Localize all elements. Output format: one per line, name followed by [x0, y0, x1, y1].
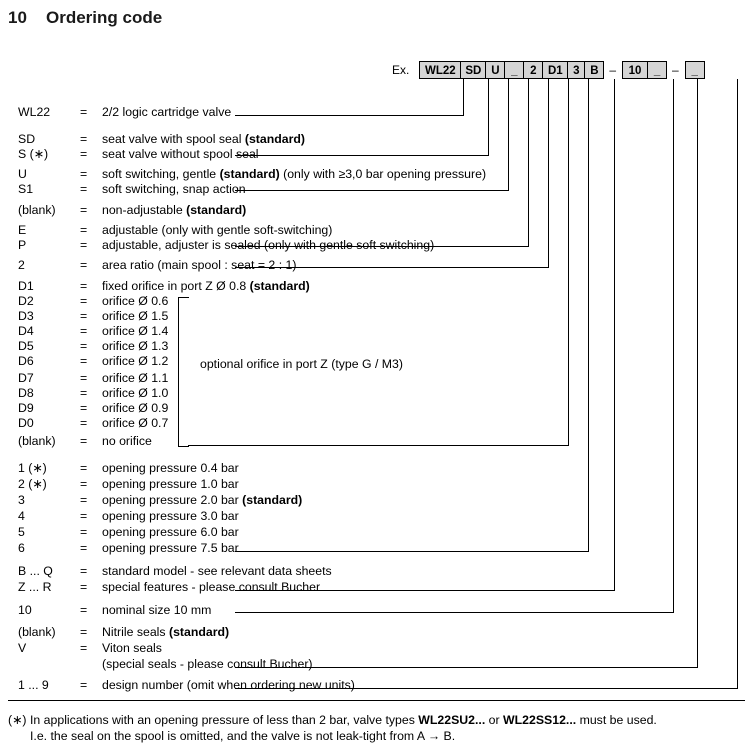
option-key: D4 — [18, 324, 34, 338]
section-title: Ordering code — [46, 8, 163, 27]
option-description — [102, 525, 239, 539]
option-description — [102, 354, 168, 368]
option-description-text: fixed orifice in port Z Ø 0.8 — [102, 279, 250, 293]
option-equals: = — [80, 525, 88, 539]
option-equals: = — [80, 603, 88, 617]
option-description — [102, 258, 296, 272]
footnote-type-2: WL22SS12... — [503, 713, 577, 727]
option-equals: = — [80, 132, 88, 146]
example-code-row — [392, 60, 704, 80]
option-equals: = — [80, 625, 88, 639]
option-description-text: opening pressure 6.0 bar — [102, 525, 239, 539]
option-equals: = — [80, 416, 88, 430]
leader-line-horizontal — [235, 551, 589, 552]
option-description — [102, 132, 305, 146]
option-equals: = — [80, 167, 88, 181]
leader-line-vertical — [673, 79, 674, 612]
section-number: 10 — [8, 8, 27, 27]
option-equals: = — [80, 147, 88, 161]
option-equals: = — [80, 477, 88, 491]
option-description — [102, 105, 231, 119]
option-description-text: orifice Ø 1.1 — [102, 371, 169, 385]
option-description — [102, 279, 310, 293]
option-key: D3 — [18, 309, 34, 323]
option-description — [102, 386, 168, 400]
option-equals: = — [80, 509, 88, 523]
option-key: 2 — [18, 258, 25, 272]
option-description-text: orifice Ø 1.3 — [102, 339, 169, 353]
code-box-2: U — [485, 61, 505, 79]
option-equals: = — [80, 371, 88, 385]
option-description-text: opening pressure 3.0 bar — [102, 509, 239, 523]
option-description-text: area ratio (main spool : seat = 2 : 1) — [102, 258, 297, 272]
code-dash-2: – — [672, 63, 679, 77]
code-dash-1: – — [609, 63, 617, 77]
leader-line-horizontal — [235, 190, 509, 191]
orifice-group-brace — [178, 297, 189, 447]
option-key: D9 — [18, 401, 34, 415]
leader-line-vertical — [568, 79, 569, 445]
option-equals: = — [80, 309, 88, 323]
option-description — [102, 678, 355, 692]
option-key: 1 (∗) — [18, 461, 47, 475]
footnote-separator — [8, 700, 745, 701]
leader-line-vertical — [737, 79, 738, 688]
option-equals: = — [80, 401, 88, 415]
code-box-b-0: 10 — [622, 61, 648, 79]
page-title — [8, 8, 162, 28]
option-key: E — [18, 223, 27, 237]
option-description-text: soft switching, gentle — [102, 167, 220, 181]
option-description — [102, 238, 434, 252]
option-equals: = — [80, 434, 88, 448]
option-description — [102, 477, 239, 491]
option-key: 1 ... 9 — [18, 678, 49, 692]
footnote-marker: (∗) — [8, 713, 27, 727]
footnote-line1-post: must be used. — [576, 713, 657, 727]
option-description — [102, 309, 168, 323]
option-description-text: orifice Ø 0.9 — [102, 401, 169, 415]
option-equals: = — [80, 223, 88, 237]
code-box-6: 3 — [567, 61, 585, 79]
option-key: B ... Q — [18, 564, 53, 578]
option-key: 6 — [18, 541, 25, 555]
option-description — [102, 371, 168, 385]
option-description-text: adjustable (only with gentle soft-switching) — [102, 223, 333, 237]
leader-line-horizontal — [188, 445, 569, 446]
option-description-text: orifice Ø 0.7 — [102, 416, 169, 430]
option-equals: = — [80, 238, 88, 252]
option-description-text: opening pressure 2.0 bar — [102, 493, 243, 507]
option-standard-tag: (standard) — [244, 132, 305, 146]
footnote-line1 — [30, 712, 657, 728]
option-standard-tag: (standard) — [249, 279, 310, 293]
option-description-text: orifice Ø 0.6 — [102, 294, 169, 308]
option-description-text: 2/2 logic cartridge valve — [102, 105, 232, 119]
option-description — [102, 167, 486, 181]
option-key: D5 — [18, 339, 34, 353]
option-key: U — [18, 167, 27, 181]
option-description-text: adjustable, adjuster is sealed (only with gentle soft switching) — [102, 238, 435, 252]
option-equals: = — [80, 324, 88, 338]
option-description-text: orifice Ø 1.5 — [102, 309, 169, 323]
option-standard-tag: (standard) — [168, 625, 230, 639]
leader-line-horizontal — [235, 155, 489, 156]
code-box-1: SD — [460, 61, 486, 79]
option-description — [102, 434, 152, 448]
option-key: (blank) — [18, 203, 56, 217]
option-description-text: (special seals - please consult Bucher) — [102, 657, 313, 671]
option-key: 10 — [18, 603, 32, 617]
option-equals: = — [80, 182, 88, 196]
option-key: P — [18, 238, 27, 252]
option-key: 2 (∗) — [18, 477, 47, 491]
option-description-text: non-adjustable — [102, 203, 187, 217]
leader-line-vertical — [614, 79, 615, 590]
code-box-4: 2 — [523, 61, 543, 79]
code-segments — [419, 61, 703, 79]
option-description — [102, 401, 168, 415]
option-key: D7 — [18, 371, 34, 385]
option-description — [102, 461, 239, 475]
option-equals: = — [80, 339, 88, 353]
option-description-text: soft switching, snap action — [102, 182, 246, 196]
leader-line-horizontal — [235, 115, 464, 116]
footnote-line1-pre: In applications with an opening pressure of less than 2 bar, valve types — [30, 713, 419, 727]
option-description — [102, 541, 239, 555]
option-description — [102, 223, 332, 237]
code-box-b-1: _ — [647, 61, 667, 79]
option-key: 3 — [18, 493, 25, 507]
option-key: D6 — [18, 354, 34, 368]
option-description-text: Viton seals — [102, 641, 162, 655]
code-box-5: D1 — [542, 61, 568, 79]
leader-line-vertical — [508, 79, 509, 190]
option-standard-tag: (standard) — [186, 203, 247, 217]
option-key: V — [18, 641, 27, 655]
option-description-text: standard model - see relevant data sheets — [102, 564, 332, 578]
code-box-3: _ — [504, 61, 524, 79]
example-label: Ex. — [392, 63, 410, 77]
orifice-group-label: optional orifice in port Z (type G / M3) — [200, 357, 403, 371]
option-description — [102, 625, 229, 639]
code-box-c-0: _ — [685, 61, 705, 79]
option-key: D0 — [18, 416, 34, 430]
option-description — [102, 493, 302, 507]
option-description-text: opening pressure 0.4 bar — [102, 461, 239, 475]
option-equals: = — [80, 258, 88, 272]
option-description — [102, 203, 246, 217]
option-description — [102, 657, 313, 671]
option-equals: = — [80, 294, 88, 308]
option-equals: = — [80, 279, 88, 293]
footnote-line1-mid: or — [485, 713, 504, 727]
option-description-text: no orifice — [102, 434, 152, 448]
option-equals: = — [80, 105, 88, 119]
leader-line-vertical — [463, 79, 464, 115]
code-box-7: B — [584, 61, 604, 79]
leader-line-horizontal — [235, 612, 674, 613]
footnote-type-1: WL22SU2... — [418, 713, 486, 727]
option-key: D1 — [18, 279, 34, 293]
option-description — [102, 580, 320, 594]
option-equals: = — [80, 580, 88, 594]
option-key: D8 — [18, 386, 34, 400]
option-key: (blank) — [18, 434, 56, 448]
option-key: Z ... R — [18, 580, 52, 594]
option-description — [102, 509, 239, 523]
option-standard-tag: (standard) — [242, 493, 303, 507]
option-description-text: orifice Ø 1.0 — [102, 386, 169, 400]
option-description-text: orifice Ø 1.2 — [102, 354, 169, 368]
option-description — [102, 416, 168, 430]
option-description — [102, 564, 332, 578]
option-description — [102, 603, 211, 617]
option-description-text: special features - please consult Bucher — [102, 580, 321, 594]
option-description-text: orifice Ø 1.4 — [102, 324, 169, 338]
footnote-line2: I.e. the seal on the spool is omitted, and the valve is not leak-tight from A → B. — [30, 729, 456, 743]
option-description-text: nominal size 10 mm — [102, 603, 212, 617]
option-description — [102, 147, 259, 161]
code-box-0: WL22 — [419, 61, 461, 79]
option-equals: = — [80, 641, 88, 655]
leader-line-vertical — [548, 79, 549, 267]
option-key: S (∗) — [18, 147, 49, 161]
leader-line-vertical — [588, 79, 589, 551]
leader-line-vertical — [697, 79, 698, 667]
option-equals: = — [80, 678, 88, 692]
option-description-text: seat valve without spool seal — [102, 147, 259, 161]
option-description-text: opening pressure 1.0 bar — [102, 477, 239, 491]
option-key: D2 — [18, 294, 34, 308]
option-key: S1 — [18, 182, 34, 196]
option-key: WL22 — [18, 105, 51, 119]
option-equals: = — [80, 541, 88, 555]
option-description-text: opening pressure 7.5 bar — [102, 541, 239, 555]
option-description — [102, 182, 246, 196]
option-equals: = — [80, 354, 88, 368]
leader-line-vertical — [488, 79, 489, 155]
option-description-text: Nitrile seals — [102, 625, 169, 639]
option-equals: = — [80, 564, 88, 578]
option-equals: = — [80, 461, 88, 475]
option-key: 4 — [18, 509, 25, 523]
option-standard-tag: (standard) — [219, 167, 280, 181]
option-description-text: design number (omit when ordering new units) — [102, 678, 355, 692]
option-equals: = — [80, 493, 88, 507]
option-key: 5 — [18, 525, 25, 539]
option-description — [102, 324, 168, 338]
option-description-suffix: (only with ≥3,0 bar opening pressure) — [279, 167, 487, 181]
option-key: SD — [18, 132, 36, 146]
option-description — [102, 641, 162, 655]
option-equals: = — [80, 386, 88, 400]
option-key: (blank) — [18, 625, 56, 639]
option-description — [102, 339, 168, 353]
leader-line-vertical — [528, 79, 529, 246]
option-equals: = — [80, 203, 88, 217]
option-description-text: seat valve with spool seal — [102, 132, 245, 146]
option-description — [102, 294, 168, 308]
